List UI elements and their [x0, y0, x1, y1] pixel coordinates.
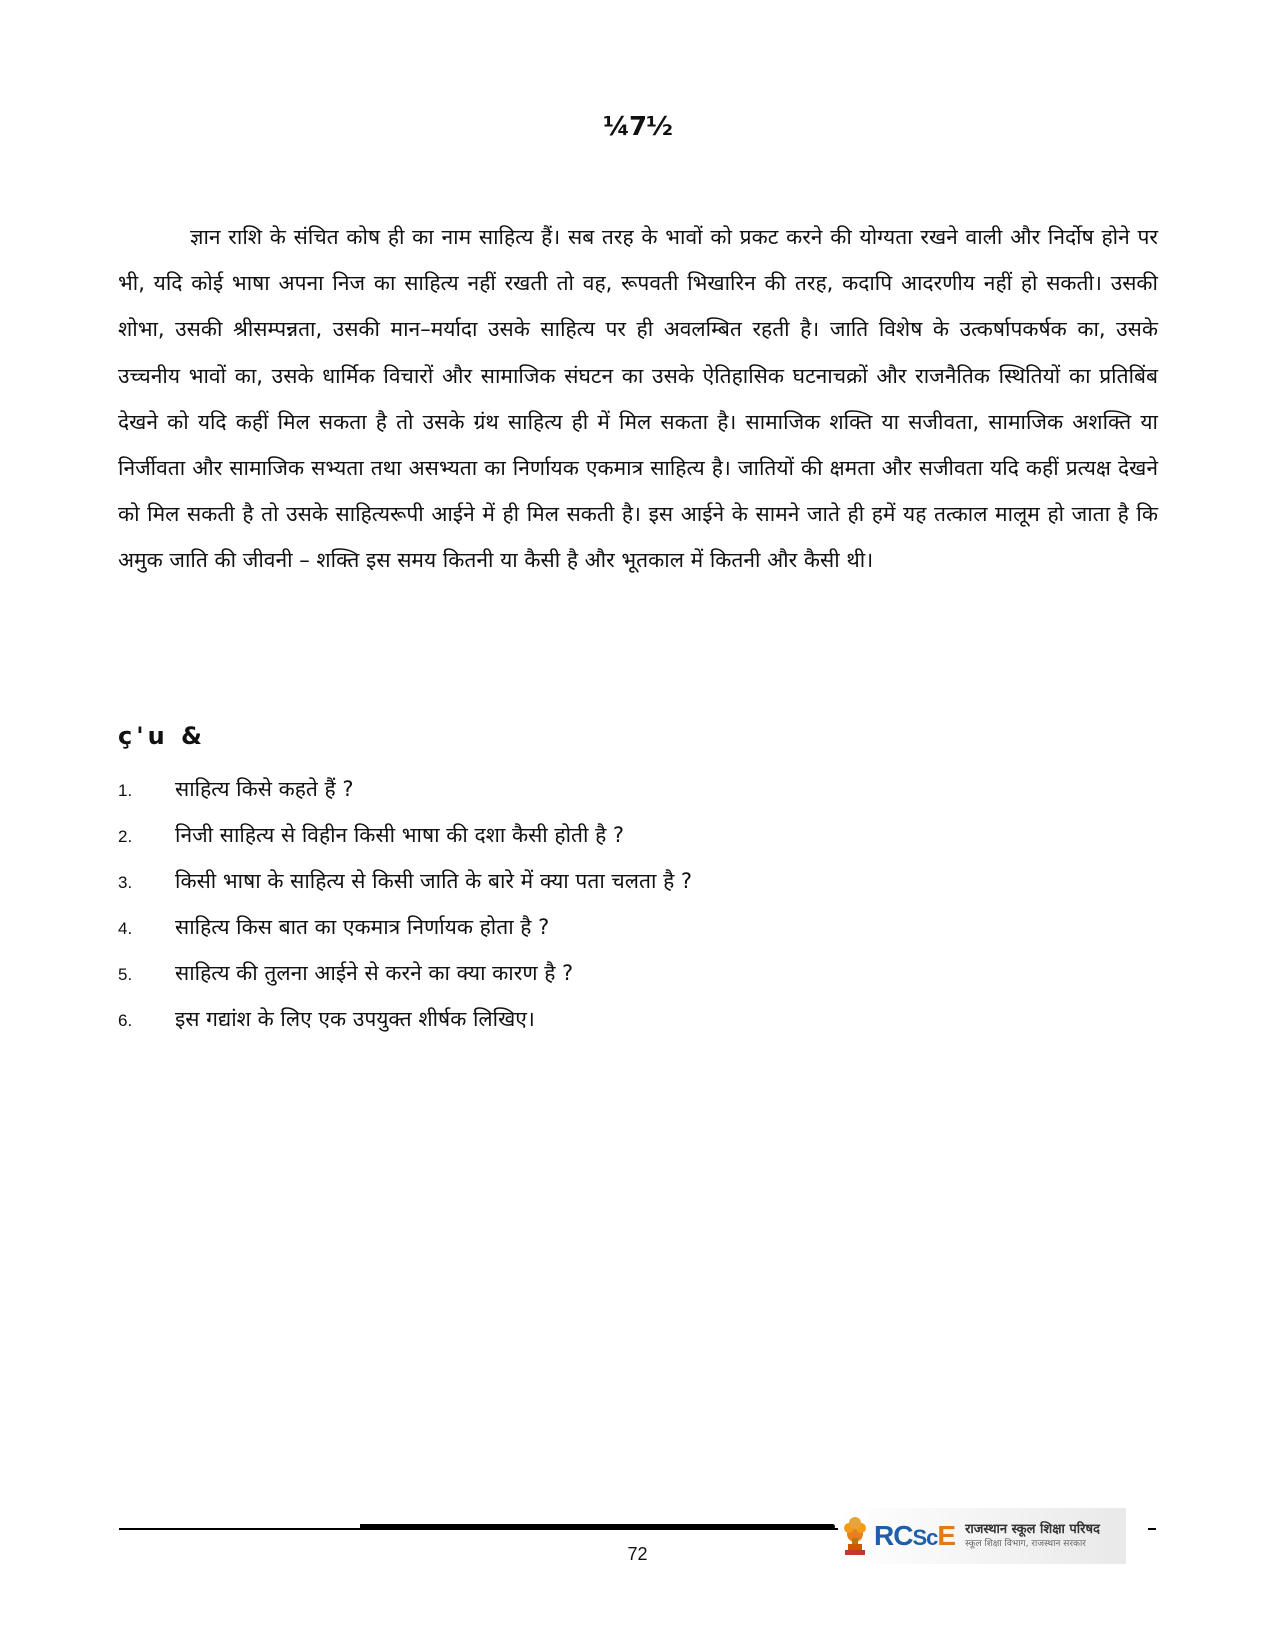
- question-item: [118, 812, 1158, 858]
- footer-divider-tail: [1148, 1528, 1156, 1530]
- national-emblem-icon: [842, 1514, 868, 1558]
- question-item: [118, 766, 1158, 812]
- question-number: 4.: [118, 919, 133, 938]
- question-text: निजी साहित्य से विहीन किसी भाषा की दशा कैसी होती है ?: [175, 823, 625, 847]
- logo-line-1: राजस्थान स्कूल शिक्षा परिषद: [965, 1522, 1100, 1537]
- question-item: [118, 858, 1158, 904]
- logo-text: [965, 1522, 1100, 1550]
- question-list: [118, 766, 1158, 1042]
- question-text: साहित्य किस बात का एकमात्र निर्णायक होता है ?: [175, 915, 550, 939]
- page-number: 72: [627, 1544, 648, 1564]
- rcsce-logo: [838, 1508, 1126, 1564]
- question-number: 5.: [118, 965, 133, 984]
- questions-heading: ç'u &: [118, 722, 206, 750]
- question-text: साहित्य की तुलना आईने से करने का क्या कारण है ?: [175, 961, 574, 985]
- question-item: [118, 996, 1158, 1042]
- footer-divider-thick: [360, 1524, 835, 1529]
- question-item: [118, 950, 1158, 996]
- passage-text: ज्ञान राशि के संचित कोष ही का नाम साहित्य हैं। सब तरह के भावों को प्रकट करने की योग्यता रखने वाली और निर्दोष होने पर भी, यदि कोई भाषा अपना निज का साहित्य नहीं रखती तो वह, रूपवती भिखारिन की तरह, कदापि आदरणीय नहीं हो सकती। उसकी शोभा, उसकी श्रीसम्पन्नता, उसकी मान–मर्यादा उसके साहित्य पर ही अवलम्बित रहती है। जाति विशेष के उत्कर्षापकर्षक का, उसके उच्चनीय भावों का, उसके धार्मिक विचारों और सामाजिक संघटन का उसके ऐतिहासिक घटनाचक्रों और राजनैतिक स्थितियों का प्रतिबिंब देखने को यदि कहीं मिल सकता है तो उसके ग्रंथ साहित्य ही में मिल सकता है। सामाजिक शक्ति या सजीवता, सामाजिक अशक्ति या निर्जीवता और सामाजिक सभ्यता तथा असभ्यता का निर्णायक एकमात्र साहित्य है। जातियों की क्षमता और सजीवता यदि कहीं प्रत्यक्ष देखने को मिल सकती है तो उसके साहित्यरूपी आईने में ही मिल सकती है। इस आईने के सामने जाते ही हमें यह तत्काल मालूम हो जाता है कि अमुक जाति की जीवनी – शक्ति इस समय कितनी या कैसी है और भूतकाल में कितनी और कैसी थी।: [118, 225, 1158, 573]
- question-text: इस गद्यांश के लिए एक उपयुक्त शीर्षक लिखिए।: [175, 1007, 535, 1031]
- question-number: 6.: [118, 1011, 133, 1030]
- question-item: [118, 904, 1158, 950]
- question-number: 1.: [118, 781, 133, 800]
- question-text: साहित्य किसे कहते हैं ?: [175, 777, 354, 801]
- question-number: 3.: [118, 873, 133, 892]
- question-text: किसी भाषा के साहित्य से किसी जाति के बारे में क्या पता चलता है ?: [175, 869, 693, 893]
- logo-line-2: स्कूल शिक्षा विभाग, राजस्थान सरकार: [965, 1539, 1086, 1549]
- logo-abbreviation: RCScE: [874, 1520, 956, 1551]
- section-heading: ¼7½: [603, 112, 672, 142]
- question-number: 2.: [118, 827, 133, 846]
